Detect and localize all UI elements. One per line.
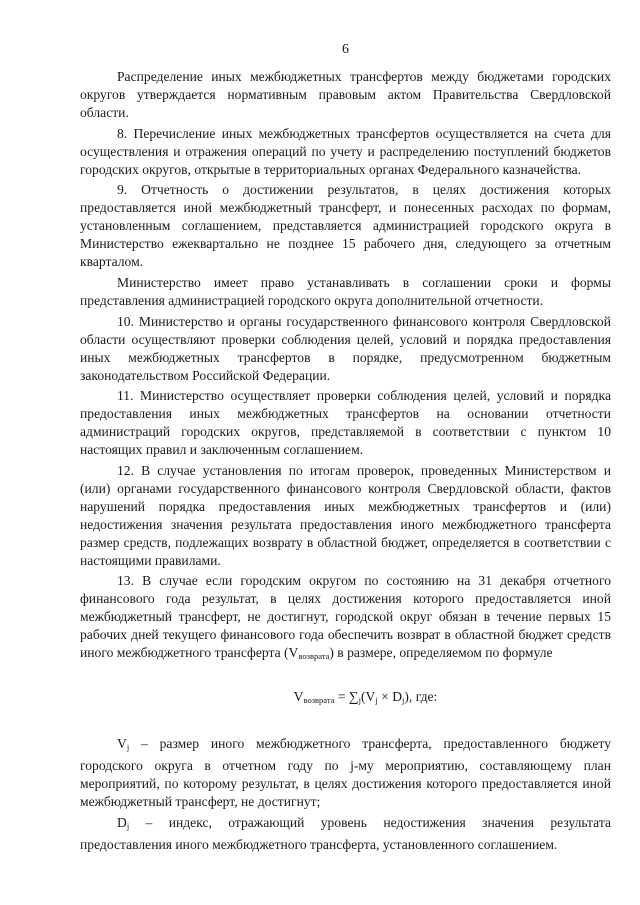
refund-formula: $V_{возврата} = \sum_j(V_j \times D_j)$, где:: [293, 689, 438, 705]
paragraph-13-text: 13. В случае если городским округом по состоянию на 31 декабря отчетного финансового года результат, в целях достижения которого предоставляется иной межбюджетный трансферт, не достигнут, городской округ обязан в течение первых 15 рабочих дней текущего финансового года обеспечить возврат в областной бюджет средств иного межбюджетного трансферта (V: [80, 573, 611, 661]
paragraph-ministry-right: Министерство имеет право устанавливать в соглашении сроки и формы представления администрацией городского округа дополнительной отчетности.: [80, 274, 611, 308]
paragraph-9: 9. Отчетность о достижении результатов, в целях достижения которых предоставляется иной межбюджетный трансферт, и понесенных расходах по формам, установленным соглашением, представляется администрацией городского округа в Министерство ежеквартально не позднее 15 рабочего дня, следующего за отчетным кварталом.: [80, 182, 611, 270]
paragraph-distribution: Распределение иных межбюджетных трансфертов между бюджетами городских округов утверждается нормативным правовым актом Правительства Свердловской области.: [80, 69, 611, 120]
paragraph-13: [80, 572, 611, 666]
paragraph-8: 8. Перечисление иных межбюджетных трансфертов осуществляется на счета для осуществления и отражения операций по учету и распределению поступлений бюджетов городских округов, открытые в территориальных органах Федерального казначейства.: [80, 125, 611, 177]
paragraph-11: 11. Министерство осуществляет проверки соблюдения целей, условий и порядка предоставления иных межбюджетных трансфертов на основании отчетности администраций городских округов, представляемой в соответствии с пунктом 10 настоящих правил и заключенным соглашением.: [80, 388, 611, 458]
paragraph-12: 12. В случае установления по итогам проверок, проведенных Министерством и (или) органами государственного финансового контроля Свердловской области, фактов нарушений порядка предоставления иных межбюджетных трансфертов и (или) недостижения значения результата предоставления иного межбюджетного трансферта размер средств, подлежащих возврату в областной бюджет, определяется в соответствии с настоящими правилами.: [80, 463, 611, 568]
definition-vj: $V_j$ – размер иного межбюджетного трансферта, предоставленного бюджету городского округа в отчетном году по j-му мероприятию, составляющему план мероприятий, по которому результат, в целях достижения которого предоставляется иной межбюджетный трансферт, не достигнут;: [80, 736, 611, 809]
paragraph-10: 10. Министерство и органы государственного финансового контроля Свердловской области осуществляют проверки соблюдения целей, условий и порядка предоставления иных межбюджетных трансфертов в порядке, предусмотренном бюджетным законодательством Российской Федерации.: [80, 313, 611, 383]
page-number: 6: [342, 42, 349, 57]
paragraph-13-subscript: возврата: [298, 651, 330, 662]
definition-dj: $D_j$ – индекс, отражающий уровень недостижения значения результата предоставления иного межбюджетного трансферта, установленного соглашением.: [80, 814, 611, 852]
paragraph-13-tail: ) в размере, определяемом по формуле: [329, 645, 553, 661]
